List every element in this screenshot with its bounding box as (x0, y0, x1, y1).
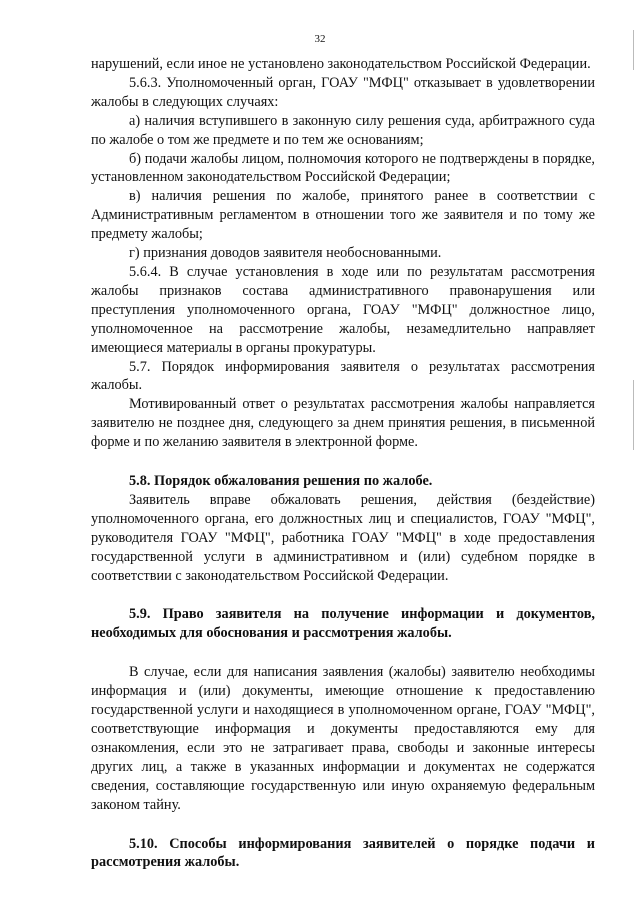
paragraph-5-7: 5.7. Порядок информирования заявителя о результатах рассмотрения жалобы. (91, 358, 595, 394)
paragraph-violations-continuation: нарушений, если иное не установлено законодательством Российской Федерации. (91, 56, 591, 72)
scan-edge-mark (633, 30, 634, 70)
section-5-9-heading: 5.9. Право заявителя на получение информации и документов, необходимых для обоснования и рассмотрения жалобы. (91, 606, 595, 642)
section-5-9-text: В случае, если для написания заявления (жалобы) заявителю необходимы информация и (или) документы, имеющие отношение к предоставлению государственной услуги и находящиеся в уполномоченном органе, ГОАУ "МФЦ", соответствующие информация и документы предоставляются ему для ознакомления, если это не затрагивает права, свободы и законные интересы других лиц, а также в указанных информации и документах не содержатся сведения, составляющие государственную или иную охраняемую федеральным законом тайну. (91, 664, 595, 813)
list-item-v: в) наличия решения по жалобе, принятого ранее в соответствии с Административным регламентом в отношении того же заявителя и по тому же предмету жалобы; (91, 188, 595, 243)
list-item-a: а) наличия вступившего в законную силу решения суда, арбитражного суда по жалобе о том же предмете и по тем же основаниям; (91, 112, 595, 148)
list-item-b: б) подачи жалобы лицом, полномочия которого не подтверждены в порядке, установленном законодательством Российской Федерации; (91, 150, 595, 186)
paragraph-5-6-3: 5.6.3. Уполномоченный орган, ГОАУ "МФЦ" отказывает в удовлетворении жалобы в следующих случаях: (91, 74, 595, 110)
paragraph-reasoned-answer: Мотивированный ответ о результатах рассмотрения жалобы направляется заявителю не позднее дня, следующего за днем принятия решения, в письменной форме и по желанию заявителя в электронной форме. (91, 396, 595, 451)
document-body (91, 55, 595, 872)
section-5-8-text: Заявитель вправе обжаловать решения, действия (бездействие) уполномоченного органа, его должностных лиц и специалистов, ГОАУ "МФЦ", руководителя ГОАУ "МФЦ", работника ГОАУ "МФЦ" в ходе предоставления государственной услуги в административном и (или) судебном порядке в соответствии с законодательством Российской Федерации. (91, 491, 595, 584)
scan-edge-mark (633, 380, 634, 450)
section-5-8-heading: 5.8. Порядок обжалования решения по жалобе. (129, 473, 433, 490)
paragraph-5-6-4: 5.6.4. В случае установления в ходе или по результатам рассмотрения жалобы признаков состава административного правонарушения или преступления уполномоченного органа, ГОАУ "МФЦ" должностное лицо, уполномоченное на рассмотрение жалобы, незамедлительно направляет имеющиеся материалы в органы прокуратуры. (91, 263, 595, 356)
page-number: 32 (314, 33, 326, 45)
list-item-g: г) признания доводов заявителя необоснованными. (129, 245, 442, 262)
section-5-10-heading: 5.10. Способы информирования заявителей о порядке подачи и рассмотрения жалобы. (91, 835, 595, 871)
